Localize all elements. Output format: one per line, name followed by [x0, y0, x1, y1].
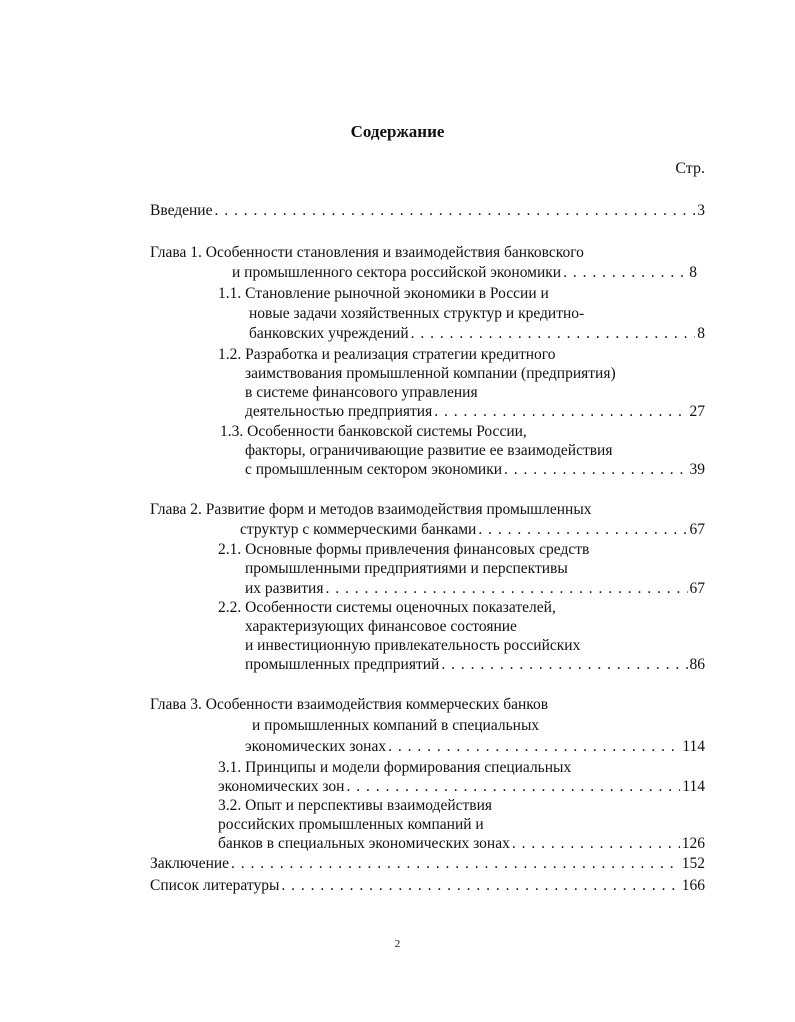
toc-entry-section-1-3: [245, 460, 705, 480]
section-1-3-line: факторы, ограничивающие развитие ее взаимодействия: [245, 442, 613, 459]
toc-entry-title: структур с коммерческими банками: [240, 521, 477, 538]
section-3-2-line: российских промышленных компаний и: [218, 816, 484, 833]
toc-entry-conclusion: [150, 854, 705, 874]
section-1-1-line: 1.1. Становление рыночной экономики в России и: [218, 285, 549, 302]
section-2-2-line: и инвестиционную привлекательность российских: [245, 637, 581, 654]
toc-page-number: 114: [682, 738, 705, 755]
page-column-label: Стр.: [675, 160, 705, 177]
page-title: Содержание: [350, 122, 445, 141]
chapter-3-heading: Глава 3. Особенности взаимодействия коммерческих банков: [150, 696, 549, 713]
leader-dots: [346, 777, 680, 797]
chapter-3-heading: и промышленных компаний в специальных: [252, 717, 540, 734]
toc-entry-intro: [150, 201, 705, 221]
toc-entry-title: их развития: [245, 580, 324, 597]
toc-entry-title: Заключение: [150, 855, 230, 872]
toc-page-number: 8: [697, 325, 705, 342]
section-3-2-line: 3.2. Опыт и перспективы взаимодействия: [218, 797, 493, 814]
toc-page-number: 8: [689, 264, 697, 281]
chapter-1-heading: Глава 1. Особенности становления и взаимодействия банковского: [150, 244, 584, 261]
page-number: 2: [394, 938, 401, 950]
toc-entry-title: деятельностью предприятия: [245, 403, 433, 420]
toc-entry-title: банковских учреждений: [249, 325, 409, 342]
leader-dots: [411, 324, 696, 344]
toc-entry-title: экономических зон: [218, 778, 345, 795]
section-1-2-line: заимствования промышленной компании (предприятия): [245, 365, 616, 382]
toc-entry-title: с промышленным сектором экономики: [245, 461, 503, 478]
toc-entry-chapter-1: [232, 263, 697, 283]
leader-dots: [504, 460, 687, 480]
section-2-1-line: промышленными предприятиями и перспективы: [245, 560, 568, 577]
chapter-2-heading: Глава 2. Развитие форм и методов взаимодействия промышленных: [150, 501, 592, 518]
toc-page-number: 126: [681, 835, 705, 852]
section-2-2-line: 2.2. Особенности системы оценочных показателей,: [218, 599, 556, 616]
toc-page-number: 114: [682, 778, 705, 795]
section-3-1-line: 3.1. Принципы и модели формирования специальных: [218, 759, 572, 776]
toc-page-number: 27: [689, 403, 705, 420]
leader-dots: [281, 876, 679, 896]
toc-entry-title: банков в специальных экономических зонах: [218, 835, 510, 852]
toc-entry-chapter-2: [240, 520, 705, 540]
toc-page-number: 166: [681, 877, 705, 894]
toc-entry-title: и промышленного сектора российской экономики: [232, 264, 562, 281]
leader-dots: [478, 520, 687, 540]
toc-entry-title: Список литературы: [150, 877, 280, 894]
toc-page-number: 86: [689, 656, 705, 673]
toc-page-number: 67: [689, 580, 705, 597]
section-1-2-line: 1.2. Разработка и реализация стратегии кредитного: [218, 346, 556, 363]
toc-entry-section-3-2: [218, 834, 705, 854]
section-2-1-line: 2.1. Основные формы привлечения финансовых средств: [218, 541, 590, 558]
toc-entry-section-3-1: [218, 777, 705, 797]
section-1-3-line: 1.3. Особенности банковской системы России,: [220, 423, 527, 440]
leader-dots: [563, 263, 687, 283]
toc-entry-title: промышленных предприятий: [245, 656, 440, 673]
leader-dots: [325, 579, 687, 599]
toc-entry-chapter-3: [245, 737, 705, 757]
toc-entry-title: Введение: [150, 202, 213, 219]
leader-dots: [434, 402, 687, 422]
toc-entry-title: экономических зонах: [245, 738, 387, 755]
toc-page-number: 3: [697, 202, 705, 219]
toc-entry-section-2-1: [245, 579, 705, 599]
toc-page-number: 67: [689, 521, 705, 538]
section-1-1-line: новые задачи хозяйственных структур и кредитно-: [249, 305, 585, 322]
leader-dots: [388, 737, 680, 757]
toc-entry-section-1-1: [249, 324, 705, 344]
toc-entry-references: [150, 876, 705, 896]
toc-entry-section-1-2: [245, 402, 705, 422]
section-1-2-line: в системе финансового управления: [245, 384, 478, 401]
leader-dots: [231, 854, 680, 874]
leader-dots: [214, 201, 695, 221]
section-2-2-line: характеризующих финансовое состояние: [245, 618, 517, 635]
toc-entry-section-2-2: [245, 655, 705, 675]
toc-page-number: 39: [689, 461, 705, 478]
leader-dots: [441, 655, 687, 675]
leader-dots: [512, 834, 680, 854]
toc-page-number: 152: [681, 855, 705, 872]
